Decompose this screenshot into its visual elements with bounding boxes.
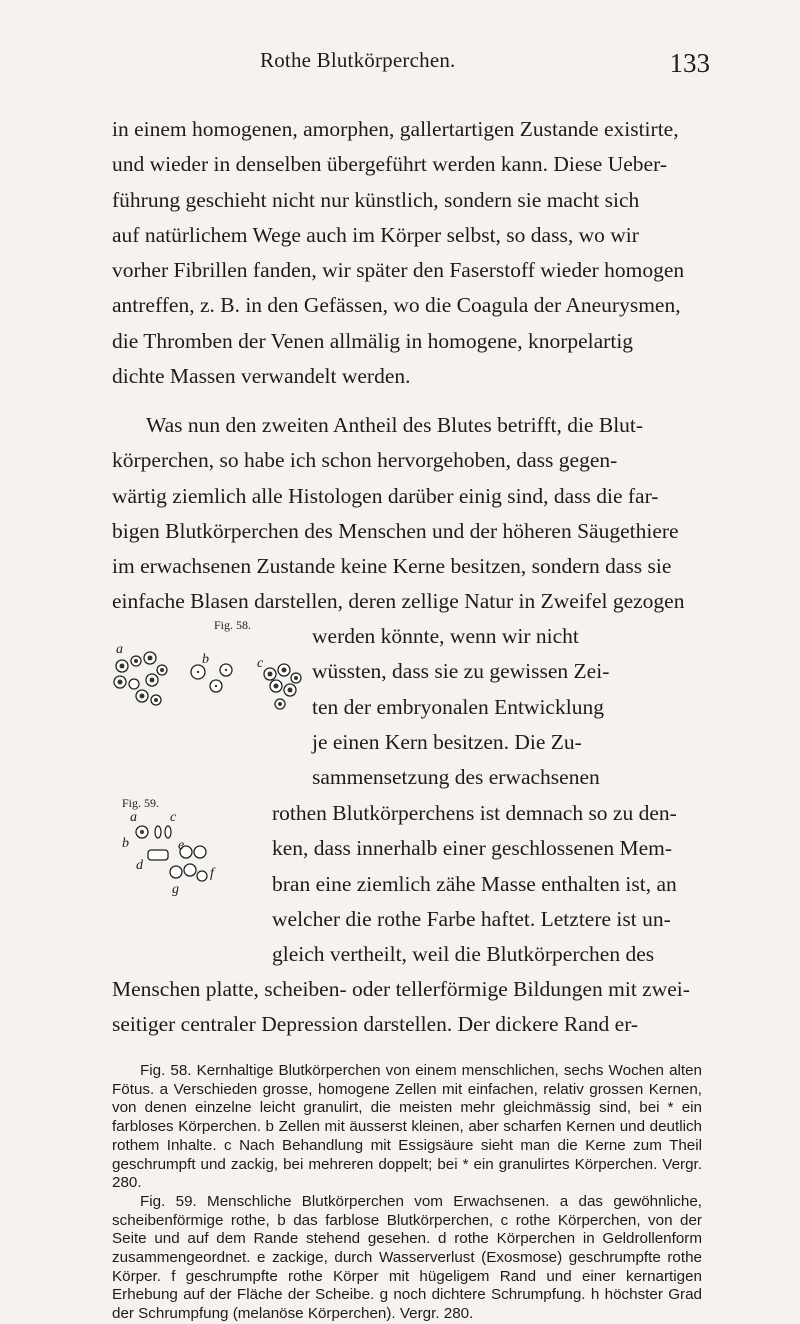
text-line: bigen Blutkörperchen des Menschen und der höheren Säugethiere	[112, 518, 679, 543]
figure-59-drawing	[112, 810, 262, 897]
text-line: dichte Massen verwandelt werden.	[112, 364, 411, 389]
text-line: körperchen, so habe ich schon hervorgehoben, dass gegen-	[112, 448, 618, 473]
figure-letter: a	[130, 810, 137, 825]
text-line: bran eine ziemlich zähe Masse enthalten ist, an	[272, 871, 677, 896]
page-number: 133	[669, 48, 710, 78]
text-line: auf natürlichem Wege auch im Körper selbst, so dass, wo wir	[112, 222, 639, 247]
paragraph-2-wrap-upper	[312, 619, 702, 795]
figure-letter: f	[210, 866, 214, 881]
caption-fig-58: Fig. 58. Kernhaltige Blutkörperchen von einem menschlichen, sechs Wochen alten Fötus. a Verschieden grosse, homogene Zellen mit einfachen, relativ grossen Kernen, von denen einzelne leicht granulirt, die meisten mehr gleichmässig sind, bei * ein farbloses Körperchen. b Zellen mit äusserst kleinen, aber scharfen Kernen und deutlich rothem Inhalte. c Nach Behandlung mit Essigsäure sieht man die Kerne zum Theil geschrumpft und zackig, bei mehreren doppelt; bei * ein granulirtes Körperchen. Vergr. 280.	[112, 1062, 702, 1192]
paragraph-1	[112, 112, 702, 394]
blood-cells-illustration-59	[112, 816, 262, 896]
text-line: gleich vertheilt, weil die Blutkörperchen des	[272, 942, 655, 967]
text-line: ken, dass innerhalb einer geschlossenen Mem-	[272, 836, 673, 861]
text-line: wüssten, dass sie zu gewissen Zei-	[312, 659, 610, 684]
text-line: Menschen platte, scheiben- oder tellerförmige Bildungen mit zwei-	[112, 977, 690, 1001]
text-line: einfache Blasen darstellen, deren zellige Natur in Zweifel gezogen	[112, 589, 685, 614]
text-line: antreffen, z. B. in den Gefässen, wo die Coagula der Aneurysmen,	[112, 293, 681, 318]
text-line: die Thromben der Venen allmälig in homogene, knorpelartig	[112, 328, 634, 353]
text-line: und wieder in denselben übergeführt werden kann. Diese Ueber-	[112, 152, 667, 177]
caption-fig-59: Fig. 59. Menschliche Blutkörperchen vom Erwachsenen. a das gewöhnliche, scheibenförmige rothe, b das farblose Blutkörperchen, c rothe Körperchen, von der Seite und auf dem Rande stehend gesehen. d rothe Körperchen in Geldrollenform zusammengeordnet. e zackige, durch Wasserverlust (Exosmose) geschrumpfte rothe Körper. f geschrumpfte rothe Körper mit hügeligem Rand und einer kernartigen Erhebung auf der Fläche der Scheibe. g noch dichtere Schrumpfung. h höchster Grad der Schrumpfung (melanöse Körperchen). Vergr. 280.	[112, 1192, 702, 1323]
paragraph-2-end	[112, 972, 702, 1043]
figure-58	[112, 620, 312, 716]
figure-letter: e	[178, 838, 185, 853]
running-title: Rothe Blutkörperchen.	[260, 48, 456, 72]
figure-letter: c	[170, 810, 177, 825]
figure-letter: a	[116, 642, 123, 657]
figure-letter: g	[172, 882, 179, 897]
text-line: Was nun den zweiten Antheil des Blutes betrifft, die Blut-	[146, 413, 644, 437]
figure-captions	[112, 1062, 702, 1324]
text-line: führung geschieht nicht nur künstlich, sondern sie macht sich	[112, 187, 640, 212]
text-line: rothen Blutkörperchens ist demnach so zu den-	[272, 801, 677, 825]
text-line: welcher die rothe Farbe haftet. Letztere ist un-	[272, 906, 671, 931]
figure-letter: b	[122, 836, 129, 851]
text-line: in einem homogenen, amorphen, gallertartigen Zustande existirte,	[112, 117, 679, 141]
text-line: im erwachsenen Zustande keine Kerne besitzen, sondern dass sie	[112, 554, 672, 579]
figure-58-label: Fig. 58.	[214, 618, 252, 632]
text-line: vorher Fibrillen fanden, wir später den Faserstoff wieder homogen	[112, 258, 685, 283]
text-line: seitiger centraler Depression darstellen. Der dickere Rand er-	[112, 1012, 639, 1037]
figure-letter: d	[136, 858, 143, 873]
text-line: wärtig ziemlich alle Histologen darüber einig sind, dass die far-	[112, 483, 659, 508]
figure-letter: b	[202, 652, 209, 667]
figure-letter: c	[257, 656, 264, 671]
text-line: sammensetzung des erwachsenen	[312, 765, 600, 790]
figure-59-label: Fig. 59.	[122, 796, 160, 810]
text-line: ten der embryonalen Entwicklung	[312, 694, 604, 719]
text-line: werden könnte, wenn wir nicht	[312, 624, 579, 648]
blood-cells-illustration-58	[112, 620, 312, 716]
page-header	[150, 48, 710, 88]
text-line: je einen Kern besitzen. Die Zu-	[312, 729, 582, 754]
paragraph-2	[112, 408, 702, 620]
paragraph-2-wrap-lower	[272, 796, 702, 972]
